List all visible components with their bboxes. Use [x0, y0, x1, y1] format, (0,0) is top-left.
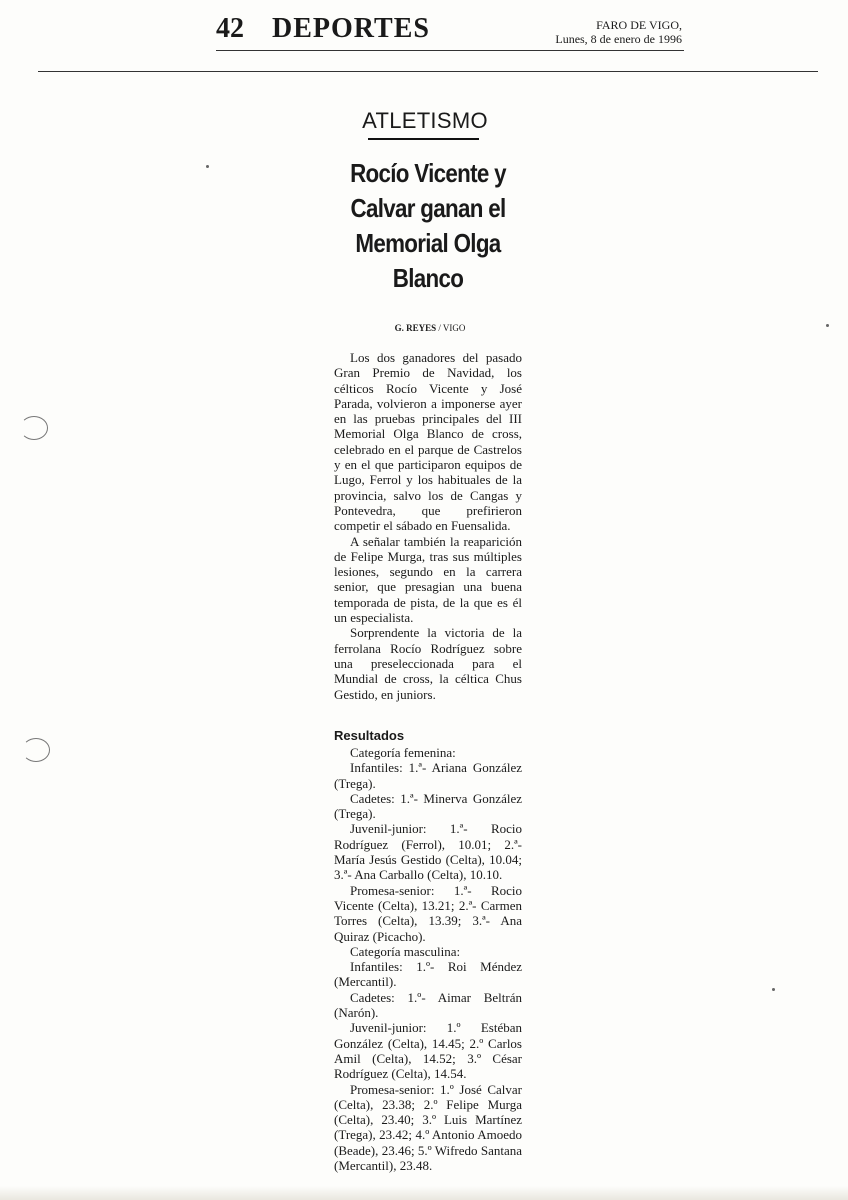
results-item: Cadetes: 1.ª- Minerva González (Trega). — [334, 790, 522, 822]
results-item: Infantiles: 1.º- Roi Méndez (Mercantil). — [334, 959, 522, 990]
scan-speck — [206, 165, 209, 168]
results-item: Juvenil-junior: 1.º Estéban González (Celta), 14.45; 2.º Carlos Amil (Celta), 14.52; 3.º César Rodríguez (Celta), 14.54. — [334, 1020, 522, 1082]
scan-speck — [826, 324, 829, 327]
scan-speck — [772, 988, 775, 991]
body-paragraph: Los dos ganadores del pasado Gran Premio de Navidad, los célticos Rocío Vicente y José Parada, volvieron a imponerse ayer en las pruebas principales del III Memorial Olga Blanco de cross, celebrado en el parque de Castrelos y en el que participaron equipos de Lugo, Ferrol y los habituales de la provincia, salvo los de Cangas y Pontevedra, que prefirieron competir el sábado en Fuensalida. — [334, 350, 522, 534]
section-title: DEPORTES — [272, 13, 430, 44]
results-list — [334, 745, 522, 1177]
byline-separator: / — [436, 323, 443, 333]
newspaper-name: FARO DE VIGO, — [596, 18, 682, 32]
punch-hole-mark — [20, 416, 48, 440]
article-body — [334, 350, 522, 702]
header-divider — [216, 50, 684, 51]
results-heading: Resultados — [334, 728, 405, 743]
article-byline — [330, 322, 530, 334]
results-item: Promesa-senior: 1.ª- Rocio Vicente (Celta), 13.21; 2.ª- Carmen Torres (Celta), 13.39; 3.ª- Ana Quiraz (Picacho). — [334, 882, 522, 944]
results-item: Promesa-senior: 1.º José Calvar (Celta), 23.38; 2.º Felipe Murga (Celta), 23.40; 3.º Luis Martínez (Trega), 23.42; 4.º Antonio Amoedo (Beade), 23.46; 5.º Wifredo Santana (Mercantil), 23.48. — [334, 1081, 522, 1174]
body-paragraph: Sorprendente la victoria de la ferrolana Rocío Rodríguez sobre una preseleccionada para el Mundial de cross, la céltica Chus Gestido, en juniors. — [334, 625, 522, 702]
results-item: Categoría masculina: — [350, 943, 461, 959]
page-divider — [38, 71, 818, 72]
body-paragraph: A señalar también la reaparición de Felipe Murga, tras sus múltiples lesiones, segundo en la carrera senior, que presagian una buena temporada de pista, de la que es él un especialista. — [334, 533, 522, 626]
punch-hole-mark — [22, 738, 50, 762]
results-item: Cadetes: 1.º- Aimar Beltrán (Narón). — [334, 989, 522, 1021]
page-number: 42 — [216, 13, 244, 44]
byline-location: VIGO — [442, 323, 466, 333]
results-item: Infantiles: 1.ª- Ariana González (Trega). — [334, 760, 522, 791]
article-kicker: ATLETISMO — [362, 108, 488, 133]
kicker-underline — [368, 138, 479, 140]
article-headline: Rocío Vicente y Calvar ganan el Memorial Olga Blanco — [350, 158, 506, 293]
publication-date: Lunes, 8 de enero de 1996 — [555, 32, 682, 46]
results-item: Juvenil-junior: 1.ª- Rocio Rodríguez (Ferrol), 10.01; 2.ª- María Jesús Gestido (Celta), 10.04; 3.ª- Ana Carballo (Celta), 10.10. — [334, 821, 522, 883]
page-bottom-edge — [0, 1186, 848, 1200]
byline-author: G. REYES — [394, 323, 437, 333]
results-item: Categoría femenina: — [350, 745, 456, 760]
masthead-info — [520, 18, 682, 46]
